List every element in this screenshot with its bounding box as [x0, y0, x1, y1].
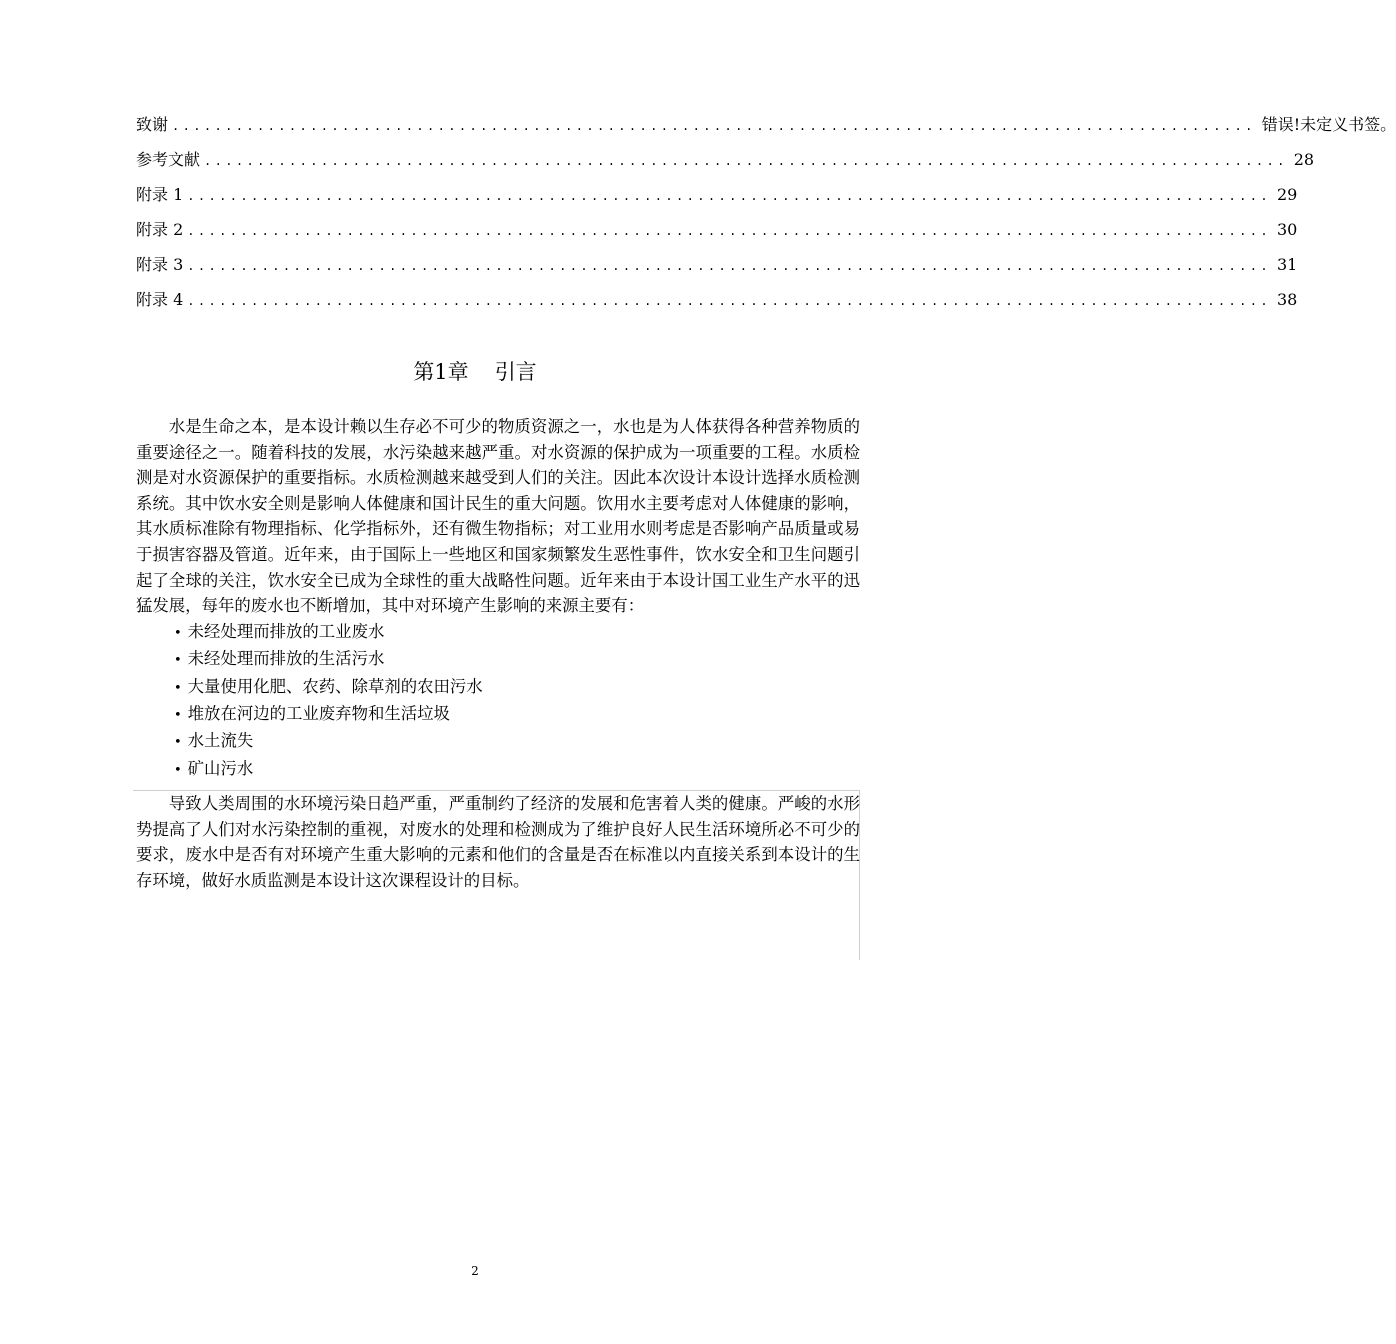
toc-entry-appendix-3[interactable]	[136, 252, 1298, 287]
toc-entry-label: 附录 1	[136, 185, 184, 204]
conclusion-paragraph: 导致人类周围的水环境污染日趋严重，严重制约了经济的发展和危害着人类的健康。严峻的水形势提高了人们对水污染控制的重视，对废水的处理和检测成为了维护良好人民生活环境所必不可少的要求，废水中是否有对环境产生重大影响的元素和他们的含量是否在标准以内直接关系到本设计的生存环境，做好水质监测是本设计这次课程设计的目标。	[136, 794, 860, 890]
intro-paragraph: 水是生命之本，是本设计赖以生存必不可少的物质资源之一，水也是为人体获得各种营养物质的重要途径之一。随着科技的发展，水污染越来越严重。对水资源的保护成为一项重要的工程。水质检测是对水资源保护的重要指标。水质检测越来越受到人们的关注。因此本次设计本设计选择水质检测系统。其中饮水安全则是影响人体健康和国计民生的重大问题。饮用水主要考虑对人体健康的影响，其水质标准除有物理指标、化学指标外，还有微生物指标；对工业用水则考虑是否影响产品质量或易于损害容器及管道。近年来，由于国际上一些地区和国家频繁发生恶性事件，饮水安全和卫生问题引起了全球的关注，饮水安全已成为全球性的重大战略性问题。近年来由于本设计国工业生产水平的迅猛发展，每年的废水也不断增加，其中对环境产生影响的来源主要有：	[136, 417, 860, 616]
toc-entry-references[interactable]	[136, 147, 1315, 182]
toc-leader-dots: ......................................................................................................	[187, 189, 1271, 203]
toc-leader-dots: ......................................................................................................	[187, 224, 1271, 238]
chapter-heading	[0, 356, 950, 386]
toc-entry-label: 参考文献	[136, 150, 201, 169]
page-number: 2	[471, 1264, 479, 1278]
toc-entry-page: 错误!未定义书签。	[1261, 115, 1396, 134]
pollution-source-list	[174, 619, 860, 783]
chapter-title: 引言	[494, 360, 537, 384]
toc-entry-page: 30	[1277, 220, 1298, 239]
toc-entry-page: 31	[1277, 255, 1298, 274]
chapter-body	[136, 414, 860, 783]
toc-leader-dots: ......................................................................................................	[172, 119, 1256, 133]
toc-entry-label: 致谢	[136, 115, 169, 134]
list-item: • 未经处理而排放的生活污水	[174, 646, 860, 673]
toc-entry-acknowledgements[interactable]	[136, 112, 1396, 147]
list-item: • 水土流失	[174, 728, 860, 755]
toc-entry-page: 28	[1293, 150, 1315, 169]
list-item: • 堆放在河边的工业废弃物和生活垃圾	[174, 701, 860, 728]
list-item: • 矿山污水	[174, 756, 860, 783]
chapter-number: 第1章	[413, 360, 469, 384]
toc-entry-page: 38	[1277, 290, 1298, 309]
toc-entry-page: 29	[1277, 185, 1298, 204]
toc-leader-dots: ......................................................................................................	[204, 154, 1288, 168]
toc-entry-label: 附录 4	[136, 290, 184, 309]
toc-leader-dots: ......................................................................................................	[187, 294, 1271, 308]
toc-entry-appendix-2[interactable]	[136, 217, 1298, 252]
toc-entry-appendix-1[interactable]	[136, 182, 1298, 217]
list-item: • 大量使用化肥、农药、除草剂的农田污水	[174, 674, 860, 701]
toc-entry-label: 附录 2	[136, 220, 184, 239]
toc-entry-label: 附录 3	[136, 255, 184, 274]
toc-leader-dots: ......................................................................................................	[187, 259, 1271, 273]
list-item: • 未经处理而排放的工业废水	[174, 619, 860, 646]
toc-entry-appendix-4[interactable]	[136, 287, 1298, 322]
table-of-contents	[136, 112, 1396, 322]
